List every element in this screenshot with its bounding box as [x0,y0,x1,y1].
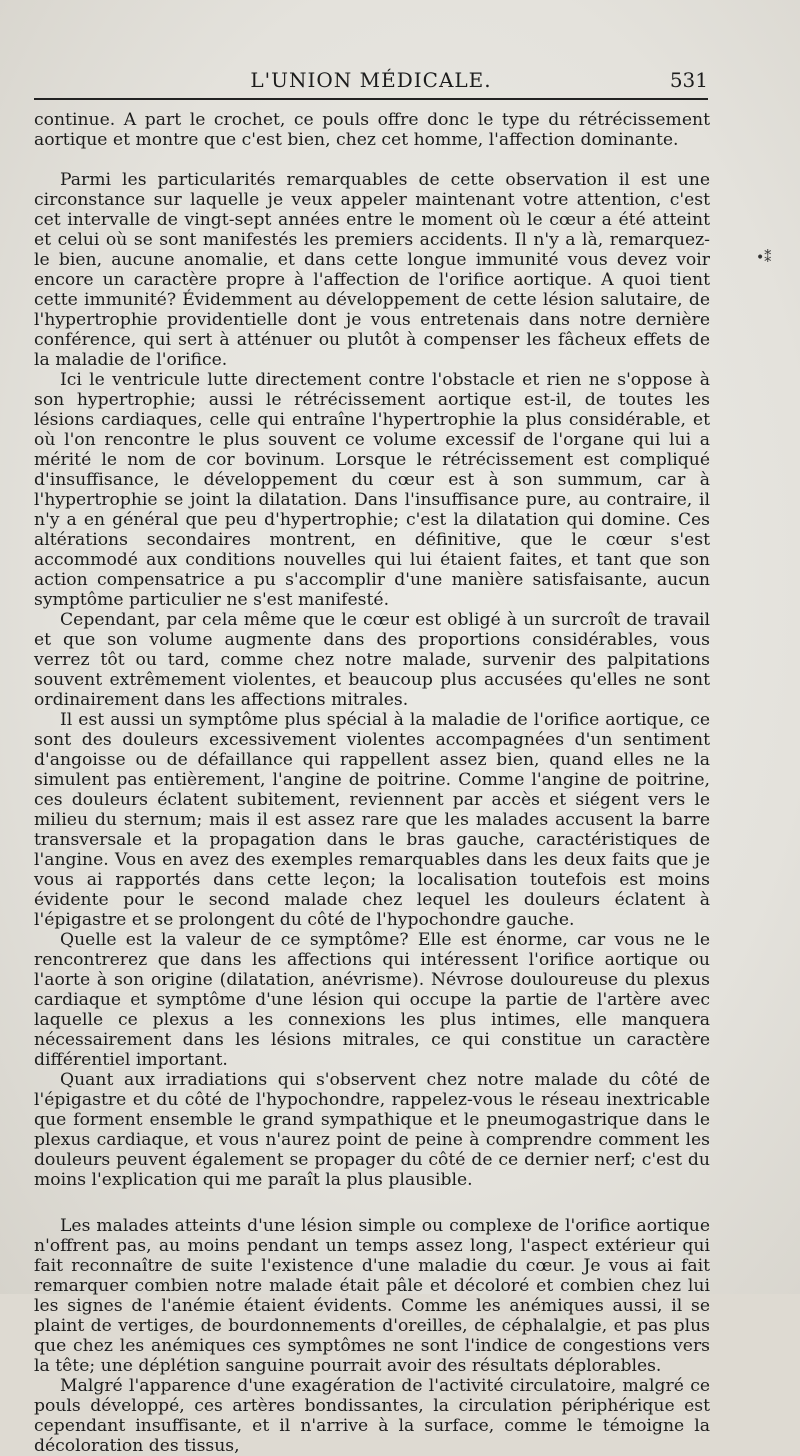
paragraph: Ici le ventricule lutte directement contre l'obstacle et rien ne s'oppose à son hypertrophie; aussi le rétrécissement aortique est-il, de toutes les lésions cardiaques, celle qui entraîne l'hypertrophie la plus considérable, et où l'on rencontre le plus souvent ce volume excessif de l'organe qui lui a mérité le nom de cor bovinum. Lorsque le rétrécissement est compliqué d'insuffisance, le développement du cœur est à son summum, car à l'hypertrophie se joint la dilatation. Dans l'insuffisance pure, au contraire, il n'y a en général que peu d'hypertrophie; c'est la dilatation qui domine. Ces altérations secondaires montrent, en définitive, que le cœur s'est accommodé aux conditions nouvelles qui lui étaient faites, et tant que son action compensatrice a pu s'accomplir d'une manière satisfaisante, aucun symptôme particulier ne s'est manifesté. [34,370,710,610]
paragraph: Cependant, par cela même que le cœur est obligé à un surcroît de travail et que son volume augmente dans des proportions considérables, vous verrez tôt ou tard, comme chez notre malade, survenir des palpitations souvent extrêmement violentes, et beaucoup plus accusées qu'elles ne sont ordinairement dans les affections mitrales. [34,610,710,710]
page-number: 531 [669,68,708,92]
paragraph: Malgré l'apparence d'une exagération de l'activité circulatoire, malgré ce pouls développé, ces artères bondissantes, la circulation périphérique est cependant insuffisante, et il n'arrive à la surface, comme le témoigne la décoloration des tissus, [34,1376,710,1456]
body-text [34,110,710,1456]
running-title: L'UNION MÉDICALE. [250,68,492,92]
paragraph: Parmi les particularités remarquables de cette observation il est une circonstance sur laquelle je veux appeler maintenant votre attention, c'est cet intervalle de vingt-sept années entre le moment où le cœur a été atteint et celui où se sont manifestés les premiers accidents. Il n'y a là, remarquez-le bien, aucune anomalie, et dans cette longue immunité vous devez voir encore un caractère propre à l'affection de l'orifice aortique. A quoi tient cette immunité? Évidemment au développement de cette lésion salutaire, de l'hypertrophie providentielle dont je vous entretenais dans notre dernière conférence, qui sert à atténuer ou plutôt à compenser les fâcheux effets de la maladie de l'orifice. [34,170,710,370]
paragraph: Quant aux irradiations qui s'observent chez notre malade du côté de l'épigastre et du côté de l'hypochondre, rappelez-vous le réseau inextricable que forment ensemble le grand sympathique et le pneumogastrique dans le plexus cardiaque, et vous n'aurez point de peine à comprendre comment les douleurs peuvent également se propager du côté de ce dernier nerf; c'est du moins l'explication qui me paraît la plus plausible. [34,1070,710,1190]
header-rule [34,98,708,100]
paragraph: Quelle est la valeur de ce symptôme? Elle est énorme, car vous ne le rencontrerez que dans les affections qui intéressent l'orifice aortique ou l'aorte à son origine (dilatation, anévrisme). Névrose douloureuse du plexus cardiaque et symptôme d'une lésion qui occupe la partie de l'artère avec laquelle ce plexus a les connexions les plus intimes, elle manquera nécessairement dans les lésions mitrales, ce qui constitue un caractère différentiel important. [34,930,710,1070]
paragraph: Les malades atteints d'une lésion simple ou complexe de l'orifice aortique n'offrent pas, au moins pendant un temps assez long, l'aspect extérieur qui fait reconnaître de suite l'existence d'une maladie du cœur. Je vous ai fait remarquer combien notre malade était pâle et décoloré et combien chez lui les signes de l'anémie étaient évidents. Comme les anémiques aussi, il se plaint de vertiges, de bourdonnements d'oreilles, de céphalalgie, et pas plus que chez les anémiques ces symptômes ne sont l'indice de congestions vers la tête; une déplétion sanguine pourrait avoir des résultats déplorables. [34,1216,710,1376]
margin-mark: •⁑ [756,250,772,266]
page-header [34,64,708,98]
paragraph-continued: continue. A part le crochet, ce pouls offre donc le type du rétrécissement aortique et montre que c'est bien, chez cet homme, l'affection dominante. [34,110,710,150]
paragraph: Il est aussi un symptôme plus spécial à la maladie de l'orifice aortique, ce sont des douleurs excessivement violentes accompagnées d'un sentiment d'angoisse ou de défaillance qui rappellent assez bien, quand elles ne la simulent pas entièrement, l'angine de poitrine. Comme l'angine de poitrine, ces douleurs éclatent subitement, reviennent par accès et siégent vers le milieu du sternum; mais il est assez rare que les malades accusent la barre transversale et la propagation dans le bras gauche, caractéristiques de l'angine. Vous en avez des exemples remarquables dans les deux faits que je vous ai rapportés dans cette leçon; la localisation toutefois est moins évidente pour le second malade chez lequel les douleurs éclatent à l'épigastre et se prolongent du côté de l'hypochondre gauche. [34,710,710,930]
